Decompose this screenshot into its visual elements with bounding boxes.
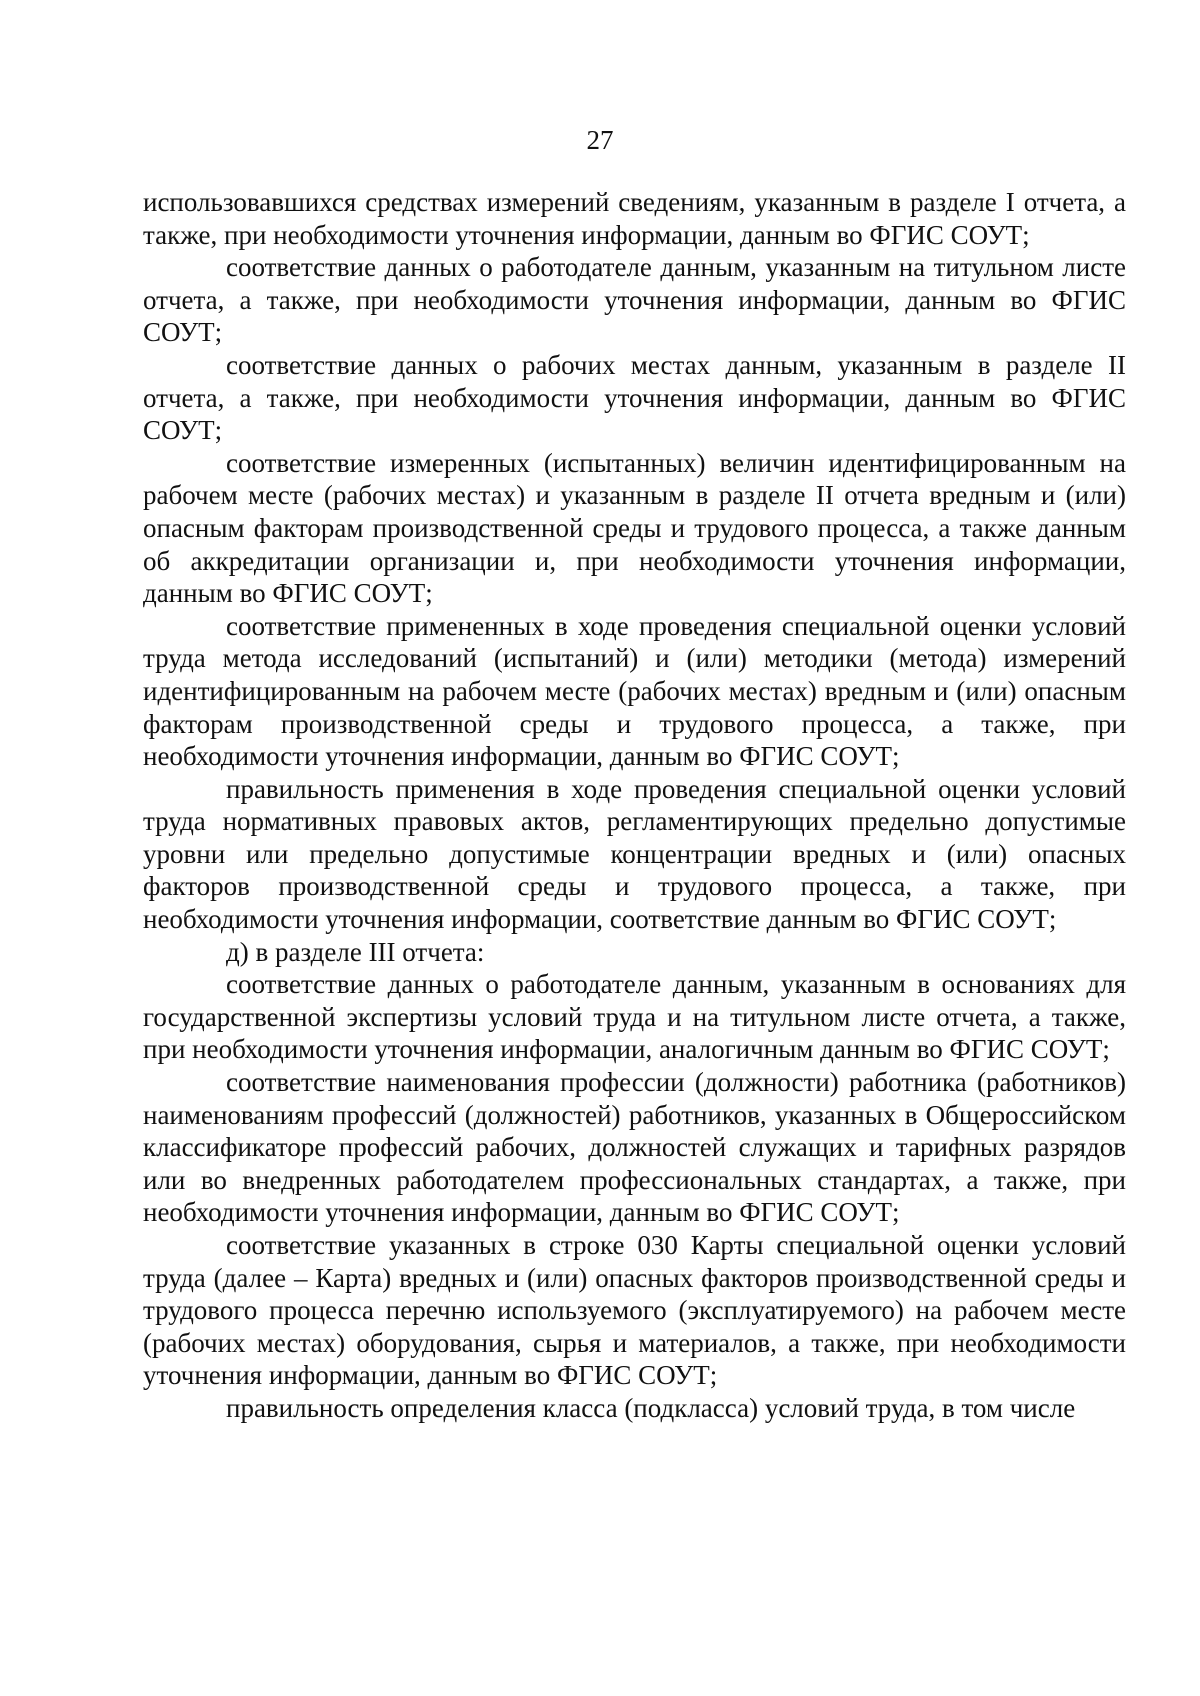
paragraph-employer-data-grounds: соответствие данных о работодателе данным, указанным в основаниях для государственной экспертизы условий труда и на титульном листе отчета, а также, при необходимости уточнения информации, аналогичным данным во ФГИС СОУТ; — [143, 969, 1126, 1065]
paragraph-employer-data-title-sheet: соответствие данных о работодателе данным, указанным на титульном листе отчета, а также, при необходимости уточнения информации, данным во ФГИС СОУТ; — [143, 252, 1126, 348]
paragraph-methods-applied: соответствие примененных в ходе проведения специальной оценки условий труда метода исследований (испытаний) и (или) методики (метода) измерений идентифицированным на рабочем месте (рабочих местах) вредным и (или) опасным факторам производственной среды и трудового процесса, а также, при необходимости уточнения информации, данным во ФГИС СОУТ; — [143, 610, 1126, 772]
paragraph-regulatory-acts: правильность применения в ходе проведения специальной оценки условий труда нормативных правовых актов, регламентирующих предельно допустимые уровни или предельно допустимые концентрации вредных и (или) опасных факторов производственной среды и трудового процесса, а также, при необходимости уточнения информации, соответствие данным во ФГИС СОУТ; — [143, 773, 1126, 935]
paragraph-class-determination: правильность определения класса (подкласса) условий труда, в том числе — [226, 1392, 1076, 1423]
paragraph-continuation: использовавшихся средствах измерений сведениям, указанным в разделе I отчета, а также, при необходимости уточнения информации, данным во ФГИС СОУТ; — [143, 187, 1126, 250]
paragraph-section-iii-heading: д) в разделе III отчета: — [226, 936, 485, 967]
paragraph-measured-values: соответствие измеренных (испытанных) величин идентифицированным на рабочем месте (рабочих местах) и указанным в разделе II отчета вредным и (или) опасным факторам производственной среды и трудового процесса, а также данным об аккредитации организации и, при необходимости уточнения информации, данным во ФГИС СОУТ; — [143, 447, 1126, 609]
paragraph-profession-names: соответствие наименования профессии (должности) работника (работников) наименованиям профессий (должностей) работников, указанных в Общероссийском классификаторе профессий рабочих, должностей служащих и тарифных разрядов или во внедренных работодателем профессиональных стандартах, а также, при необходимости уточнения информации, данным во ФГИС СОУТ; — [143, 1067, 1126, 1228]
paragraph-workplaces-data: соответствие данных о рабочих местах данным, указанным в разделе II отчета, а также, при необходимости уточнения информации, данным во ФГИС СОУТ; — [143, 349, 1126, 446]
page-number: 27 — [586, 125, 614, 155]
paragraph-line-030-factors: соответствие указанных в строке 030 Карты специальной оценки условий труда (далее – Карта) вредных и (или) опасных факторов производственной среды и трудового процесса перечню используемого (эксплуатируемого) на рабочем месте (рабочих местах) оборудования, сырья и материалов, а также, при необходимости уточнения информации, данным во ФГИС СОУТ; — [143, 1230, 1126, 1391]
document-body — [143, 186, 1126, 1425]
